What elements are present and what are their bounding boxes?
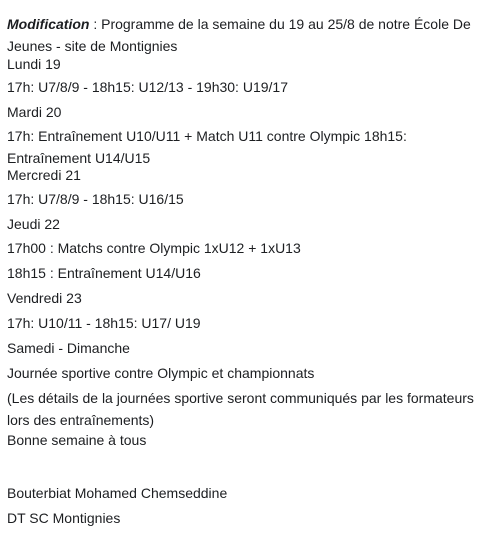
signature-title: DT SC Montignies xyxy=(7,510,121,526)
intro-paragraph xyxy=(7,13,483,57)
day-monday: Lundi 19 xyxy=(7,56,61,72)
schedule-thursday-2: 18h15 : Entraînement U14/U16 xyxy=(7,265,201,281)
schedule-wednesday: 17h: U7/8/9 - 18h15: U16/15 xyxy=(7,191,184,207)
schedule-friday: 17h: U10/11 - 18h15: U17/ U19 xyxy=(7,315,201,331)
day-friday: Vendredi 23 xyxy=(7,290,82,306)
day-thursday: Jeudi 22 xyxy=(7,216,60,232)
modification-label: Modification xyxy=(7,16,90,32)
schedule-weekend: Journée sportive contre Olympic et championnats xyxy=(7,365,315,381)
day-weekend: Samedi - Dimanche xyxy=(7,340,130,356)
intro-text: : Programme de la semaine du 19 au 25/8 de notre École De Jeunes - site de Montignies xyxy=(7,16,471,54)
closing-greeting: Bonne semaine à tous xyxy=(7,432,147,448)
schedule-thursday-1: 17h00 : Matchs contre Olympic 1xU12 + 1xU13 xyxy=(7,240,301,256)
day-tuesday: Mardi 20 xyxy=(7,104,62,120)
details-note: (Les détails de la journées sportive seront communiqués par les formateurs lors des entraînements) xyxy=(7,390,474,428)
signature-name: Bouterbiat Mohamed Chemseddine xyxy=(7,485,228,501)
day-wednesday: Mercredi 21 xyxy=(7,167,81,183)
schedule-monday: 17h: U7/8/9 - 18h15: U12/13 - 19h30: U19/17 xyxy=(7,79,288,95)
schedule-tuesday: 17h: Entraînement U10/U11 + Match U11 contre Olympic 18h15: Entraînement U14/U15 xyxy=(7,128,407,166)
